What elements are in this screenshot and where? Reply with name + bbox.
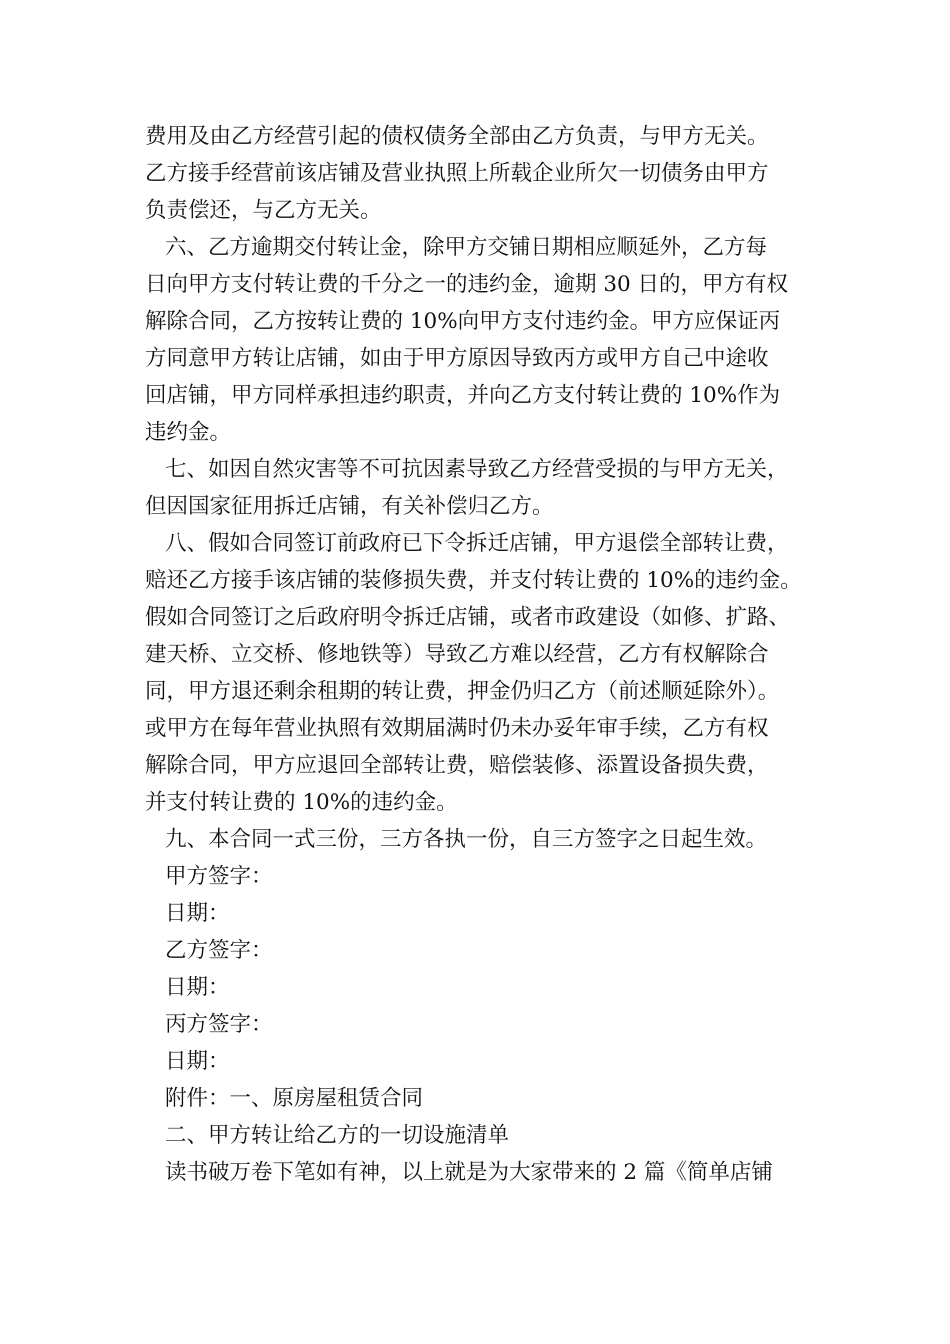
clause-8-line-8: 并支付转让费的 10%的违约金。 xyxy=(145,790,458,815)
clause-6-line-4: 方同意甲方转让店铺，如由于甲方原因导致丙方或甲方自己中途收 xyxy=(145,346,769,371)
text-line-2: 乙方接手经营前该店铺及营业执照上所载企业所欠一切债务由甲方 xyxy=(145,161,769,186)
clause-8-line-3: 假如合同签订之后政府明令拆迁店铺，或者市政建设（如修、扩路、 xyxy=(145,605,791,630)
clause-8-line-7: 解除合同，甲方应退回全部转让费，赔偿装修、添置设备损失费， xyxy=(145,753,769,778)
clause-9-line: 九、本合同一式三份，三方各执一份，自三方签字之日起生效。 xyxy=(165,827,768,852)
clause-6-line-1: 六、乙方逾期交付转让金，除甲方交铺日期相应顺延外，乙方每 xyxy=(165,235,768,260)
text-line-3: 负责偿还，与乙方无关。 xyxy=(145,198,382,223)
attachment-2: 二、甲方转让给乙方的一切设施清单 xyxy=(165,1123,510,1148)
clause-8-line-2: 赔还乙方接手该店铺的装修损失费，并支付转让费的 10%的违约金。 xyxy=(145,568,802,593)
text-line-1: 费用及由乙方经营引起的债权债务全部由乙方负责，与甲方无关。 xyxy=(145,124,769,149)
party-c-signature-label: 丙方签字： xyxy=(165,1012,273,1037)
clause-6-line-6: 违约金。 xyxy=(145,420,232,445)
clause-7-line-2: 但因国家征用拆迁店铺，有关补偿归乙方。 xyxy=(145,494,554,519)
party-c-date-label: 日期： xyxy=(165,1049,230,1074)
closing-line: 读书破万卷下笔如有神，以上就是为大家带来的 2 篇《简单店铺 xyxy=(165,1160,773,1185)
clause-6-line-2: 日向甲方支付转让费的千分之一的违约金，逾期 30 日的，甲方有权 xyxy=(145,272,789,297)
clause-8-line-4: 建天桥、立交桥、修地铁等）导致乙方难以经营，乙方有权解除合 xyxy=(145,642,769,667)
clause-6-line-5: 回店铺，甲方同样承担违约职责，并向乙方支付转让费的 10%作为 xyxy=(145,383,781,408)
clause-8-line-1: 八、假如合同签订前政府已下令拆迁店铺，甲方退偿全部转让费， xyxy=(165,531,789,556)
clause-6-line-3: 解除合同，乙方按转让费的 10%向甲方支付违约金。甲方应保证丙 xyxy=(145,309,781,334)
party-a-signature-label: 甲方签字： xyxy=(165,864,273,889)
party-b-date-label: 日期： xyxy=(165,975,230,1000)
attachment-1: 附件：一、原房屋租赁合同 xyxy=(165,1086,424,1111)
party-a-date-label: 日期： xyxy=(165,901,230,926)
clause-7-line-1: 七、如因自然灾害等不可抗因素导致乙方经营受损的与甲方无关， xyxy=(165,457,789,482)
clause-8-line-6: 或甲方在每年营业执照有效期届满时仍未办妥年审手续，乙方有权 xyxy=(145,716,769,741)
party-b-signature-label: 乙方签字： xyxy=(165,938,273,963)
clause-8-line-5: 同，甲方退还剩余租期的转让费，押金仍归乙方（前述顺延除外）。 xyxy=(145,679,780,704)
